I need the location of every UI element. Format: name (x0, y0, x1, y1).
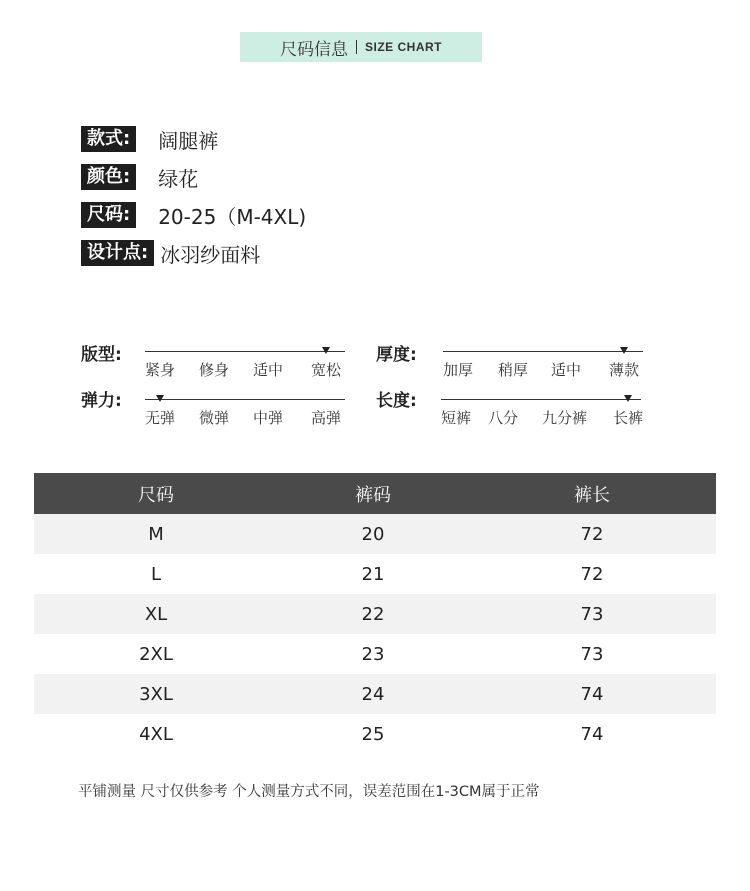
cell-waist-code: 23 (361, 643, 385, 665)
fit-label: 版型: (81, 345, 122, 365)
table-row (34, 634, 716, 674)
cell-pant-length: 74 (580, 683, 604, 705)
cell-waist-code: 22 (361, 603, 385, 625)
spec-value-style: 阔腿裤 (158, 128, 219, 153)
thickness-option: 薄款 (609, 361, 640, 379)
fit-option: 紧身 (145, 361, 176, 379)
spec-row-color (81, 164, 198, 190)
elasticity-option: 无弹 (145, 409, 176, 427)
header-waist-code: 裤码 (355, 484, 391, 506)
banner-divider (356, 40, 357, 54)
cell-size: 4XL (139, 723, 173, 745)
cell-pant-length: 72 (580, 523, 604, 545)
cell-pant-length: 72 (580, 563, 604, 585)
cell-waist-code: 24 (361, 683, 385, 705)
table-row (34, 514, 716, 554)
spec-row-size (81, 202, 306, 228)
thickness-scale-line (443, 351, 643, 352)
header-size: 尺码 (138, 484, 174, 506)
thickness-option: 适中 (551, 361, 582, 379)
spec-label-style: 款式: (81, 126, 136, 152)
cell-size: 3XL (139, 683, 173, 705)
length-option: 八分 (488, 409, 519, 427)
elasticity-marker-icon (156, 395, 164, 402)
cell-waist-code: 25 (361, 723, 385, 745)
length-scale (441, 394, 644, 428)
thickness-option: 加厚 (443, 361, 474, 379)
thickness-marker-icon (620, 347, 628, 354)
spec-value-design: 冰羽纱面料 (160, 242, 261, 267)
spec-row-design (81, 240, 260, 266)
thickness-label: 厚度: (376, 345, 417, 365)
spec-label-design: 设计点: (81, 240, 154, 266)
length-option: 短裤 (441, 409, 472, 427)
length-option: 九分裤 (542, 409, 588, 427)
fit-scale (145, 346, 345, 380)
banner-title-en: SIZE CHART (365, 40, 442, 54)
measurement-note: 平铺测量 尺寸仅供参考 个人测量方式不同，误差范围在1-3CM属于正常 (78, 784, 540, 800)
cell-size: XL (144, 603, 168, 625)
elasticity-scale (145, 394, 345, 428)
elasticity-scale-line (145, 399, 345, 400)
table-row (34, 554, 716, 594)
fit-option: 修身 (199, 361, 230, 379)
table-header-row (34, 473, 716, 514)
length-option: 长裤 (613, 409, 644, 427)
cell-size: 2XL (139, 643, 173, 665)
table-row (34, 674, 716, 714)
cell-pant-length: 73 (580, 603, 604, 625)
fit-scale-line (145, 351, 345, 352)
cell-size: L (150, 563, 162, 585)
elasticity-option: 微弹 (199, 409, 230, 427)
spec-value-color: 绿花 (158, 166, 199, 191)
header-pant-length: 裤长 (574, 484, 610, 506)
thickness-scale (443, 346, 643, 380)
spec-row-style (81, 126, 218, 152)
elasticity-label: 弹力: (81, 391, 122, 411)
size-chart-banner (240, 32, 482, 62)
cell-waist-code: 20 (361, 523, 385, 545)
length-marker-icon (624, 395, 632, 402)
table-row (34, 594, 716, 634)
spec-label-size: 尺码: (81, 202, 136, 228)
cell-pant-length: 73 (580, 643, 604, 665)
elasticity-option: 高弹 (311, 409, 342, 427)
banner-title-zh: 尺码信息 (280, 39, 348, 60)
size-table (34, 473, 716, 754)
spec-label-color: 颜色: (81, 164, 136, 190)
length-scale-line (441, 399, 641, 400)
elasticity-option: 中弹 (253, 409, 284, 427)
fit-marker-icon (322, 347, 330, 354)
thickness-option: 稍厚 (498, 361, 529, 379)
cell-pant-length: 74 (580, 723, 604, 745)
fit-option: 适中 (253, 361, 284, 379)
cell-waist-code: 21 (361, 563, 385, 585)
table-row (34, 714, 716, 754)
cell-size: M (148, 523, 164, 545)
fit-option: 宽松 (311, 361, 342, 379)
spec-value-size: 20-25（M-4XL) (158, 204, 307, 229)
length-label: 长度: (376, 391, 417, 411)
